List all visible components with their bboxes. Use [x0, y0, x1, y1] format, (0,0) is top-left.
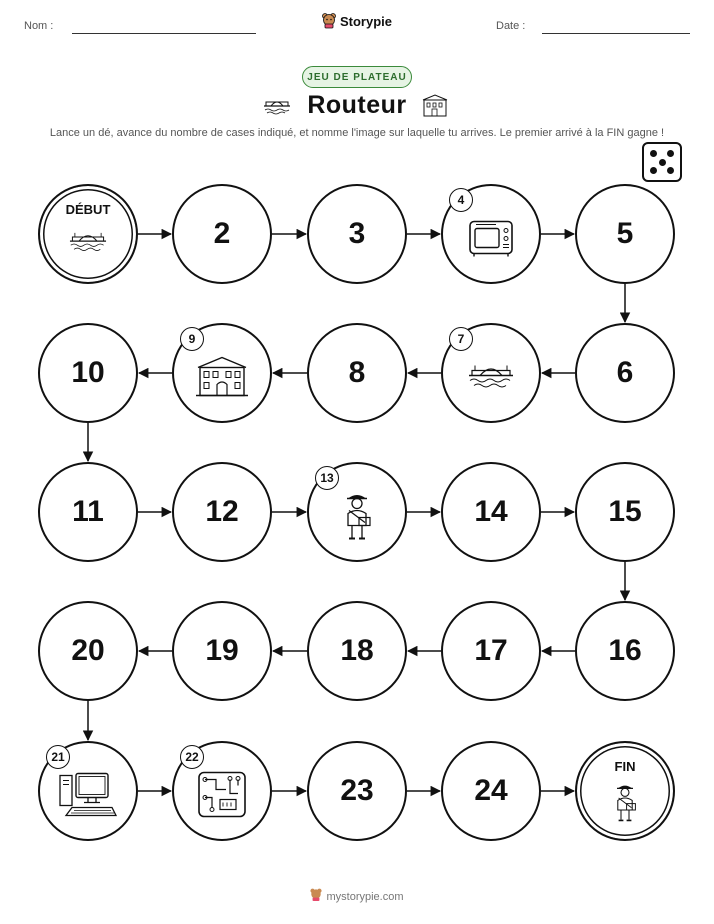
- number-space-24: [441, 741, 541, 841]
- picture-space-4: [441, 184, 541, 284]
- start-label: DÉBUT: [65, 202, 111, 217]
- space-number-badge: 13: [315, 466, 339, 490]
- footer: [0, 888, 714, 905]
- instructions: Lance un dé, avance du nombre de cases indiqué, et nomme l'image sur laquelle tu arrives. Le premier arrivé à la FIN gagne !: [49, 127, 665, 139]
- bridge-icon: [68, 229, 109, 258]
- picture-space-21: [38, 741, 138, 841]
- space-number: 3: [348, 217, 366, 250]
- number-space-11: [38, 462, 138, 562]
- space-number: 10: [71, 356, 105, 389]
- picture-space-7: [441, 323, 541, 423]
- number-space-6: [575, 323, 675, 423]
- space-number: 8: [348, 356, 366, 389]
- building-icon: [194, 353, 250, 404]
- space-number-badge: 21: [46, 745, 70, 769]
- number-space-19: [172, 601, 272, 701]
- picture-space-9: [172, 323, 272, 423]
- footer-url: mystorypie.com: [326, 890, 404, 903]
- number-space-16: [575, 601, 675, 701]
- picture-space-13: [307, 462, 407, 562]
- space-number-badge: 9: [180, 327, 204, 351]
- space-number: 18: [340, 634, 374, 667]
- bridge-icon: [466, 361, 516, 396]
- number-space-8: [307, 323, 407, 423]
- finish-label: FIN: [614, 759, 636, 774]
- space-number: 24: [474, 774, 508, 807]
- finish-space: [575, 741, 675, 841]
- mail-carrier-icon: [340, 489, 374, 546]
- space-number-badge: 4: [449, 188, 473, 212]
- number-space-15: [575, 462, 675, 562]
- space-number: 19: [205, 634, 239, 667]
- space-number: 14: [474, 495, 508, 528]
- computer-icon: [56, 769, 120, 824]
- space-number: 23: [340, 774, 374, 807]
- space-number: 5: [616, 217, 634, 250]
- name-label: Nom :: [24, 20, 54, 32]
- brand-name: Storypie: [339, 13, 392, 29]
- circuit-board-icon: [196, 769, 248, 824]
- number-space-2: [172, 184, 272, 284]
- space-number: 17: [474, 634, 508, 667]
- number-space-12: [172, 462, 272, 562]
- page-title: Routeur: [307, 91, 407, 119]
- start-space: [38, 184, 138, 284]
- space-number: 15: [608, 495, 642, 528]
- number-space-18: [307, 601, 407, 701]
- space-number: 16: [608, 634, 642, 667]
- space-number: 2: [213, 217, 231, 250]
- space-number-badge: 22: [180, 745, 204, 769]
- space-number: 20: [71, 634, 105, 667]
- number-space-20: [38, 601, 138, 701]
- date-label: Date :: [496, 20, 526, 32]
- space-number: 6: [616, 356, 634, 389]
- space-number-badge: 7: [449, 327, 473, 351]
- space-number: 11: [72, 495, 104, 528]
- number-space-17: [441, 601, 541, 701]
- number-space-23: [307, 741, 407, 841]
- number-space-5: [575, 184, 675, 284]
- storypie-logo-icon: [310, 888, 322, 905]
- number-space-14: [441, 462, 541, 562]
- space-number: 12: [205, 495, 239, 528]
- number-space-10: [38, 323, 138, 423]
- mail-carrier-icon: [611, 782, 638, 828]
- oven-icon: [466, 215, 516, 264]
- game-type-badge: JEU DE PLATEAU: [302, 66, 412, 88]
- picture-space-22: [172, 741, 272, 841]
- number-space-3: [307, 184, 407, 284]
